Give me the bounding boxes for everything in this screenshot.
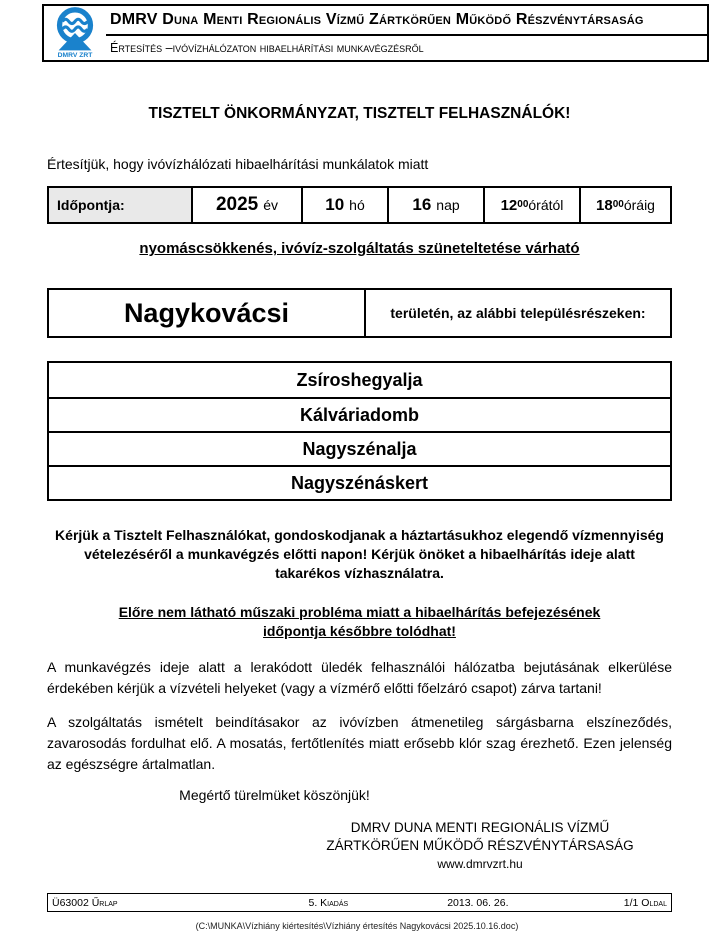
sediment-paragraph: A munkavégzés ideje alatt a lerakódott üledék felhasználói hálózatba bejutásának elkerülése érdekében kérjük a vízvételi helyeket (vagy a vízmérő előtti főelzáró csapot) zárva tartani! [47,659,672,696]
water-storage-notice: Kérjük a Tisztelt Felhasználókat, gondoskodjanak a háztartásukhoz elegendő vízmennyiség vételezéséről a munkavégzés előtti napon! Kérjük önöket a hibaelhárítás ideje alatt takarékos vízhasználatra. [55,527,664,581]
page-number: 1/1 Oldal [623,896,667,909]
page-title: TISZTELT ÖNKORMÁNYZAT, TISZTELT FELHASZNÁLÓK! [148,105,571,122]
month-value: 10 [325,195,345,214]
schedule-month-cell [301,188,387,222]
from-unit: órától [528,197,564,213]
delay-warning: Előre nem látható műszaki probléma miatt a hibaelhárítás befejezésének időpontja későbbre tolódhat! [118,604,601,639]
signature-block [310,819,650,873]
document-body [47,105,672,873]
website-url: www.dmrvzrt.hu [437,857,523,871]
discoloration-paragraph: A szolgáltatás ismételt beindításakor az ivóvízben átmenetileg sárgásbarna elszíneződés, zavarosodás fordulhat elő. A mosatás, fertőtlenítés miatt erősebb klór szag érezhető. Ezen jelenség az egészségre ártalmatlan. [47,714,672,772]
day-value: 16 [412,195,432,214]
area-row: Kálváriadomb [49,397,670,431]
file-path: (C:\MUNKA\Vízhiány kiértesítés\Vízhiány értesítés Nagykovácsi 2025.10.16.doc) [195,921,519,931]
document-subject: Értesítés –ivóvízhálózaton hibaelhárítási munkavégzésről [110,41,424,55]
schedule-label: Időpontja: [49,188,191,222]
schedule-to-cell: 18 00 óráig [579,188,670,222]
year-unit: év [263,197,279,213]
area-row: Zsíroshegyalja [296,369,423,390]
location-table [47,288,672,338]
company-name: DMRV Duna Menti Regionális Vízmű Zártkörűen Működő Részvénytársaság [106,6,707,36]
area-row: Nagyszénáskert [49,465,670,499]
form-date: 2013. 06. 26. [447,896,509,909]
signature-company-line2: ZÁRTKÖRŰEN MŰKÖDŐ RÉSZVÉNYTÁRSASÁG [326,838,634,853]
affected-areas-table [47,361,672,501]
settlement-suffix: területén, az alábbi településrészeken: [364,290,670,336]
water-logo-icon [46,5,104,61]
impact-statement: nyomáscsökkenés, ivóvíz-szolgáltatás szüneteltetése várható [139,240,580,257]
schedule-year-cell [191,188,301,222]
form-id: Ü63002 Űrlap [52,896,118,909]
from-hour: 12 [500,196,518,214]
schedule-day-cell [387,188,483,222]
letterhead [42,4,709,62]
year-value: 2025 [215,194,259,215]
signature-company-line1: DMRV DUNA MENTI REGIONÁLIS VÍZMŰ [350,820,610,835]
thanks-line: Megértő türelmüket köszönjük! [179,787,370,803]
to-hour: 18 [596,196,613,214]
area-row: Nagyszénalja [49,431,670,465]
day-unit: nap [436,197,460,213]
settlement-name: Nagykovácsi [123,297,290,328]
to-unit: óráig [623,197,655,213]
schedule-table [47,186,672,224]
form-edition: 5. Kiadás [308,896,349,909]
letterhead-text [106,6,707,60]
intro-text: Értesítjük, hogy ivóvízhálózati hibaelhárítási munkálatok miatt [47,156,429,172]
form-footer [47,893,672,912]
schedule-from-cell: 12 00 órától [483,188,579,222]
month-unit: hó [349,197,365,213]
logo-caption: DMRV ZRT [57,52,93,60]
company-logo [44,6,106,60]
